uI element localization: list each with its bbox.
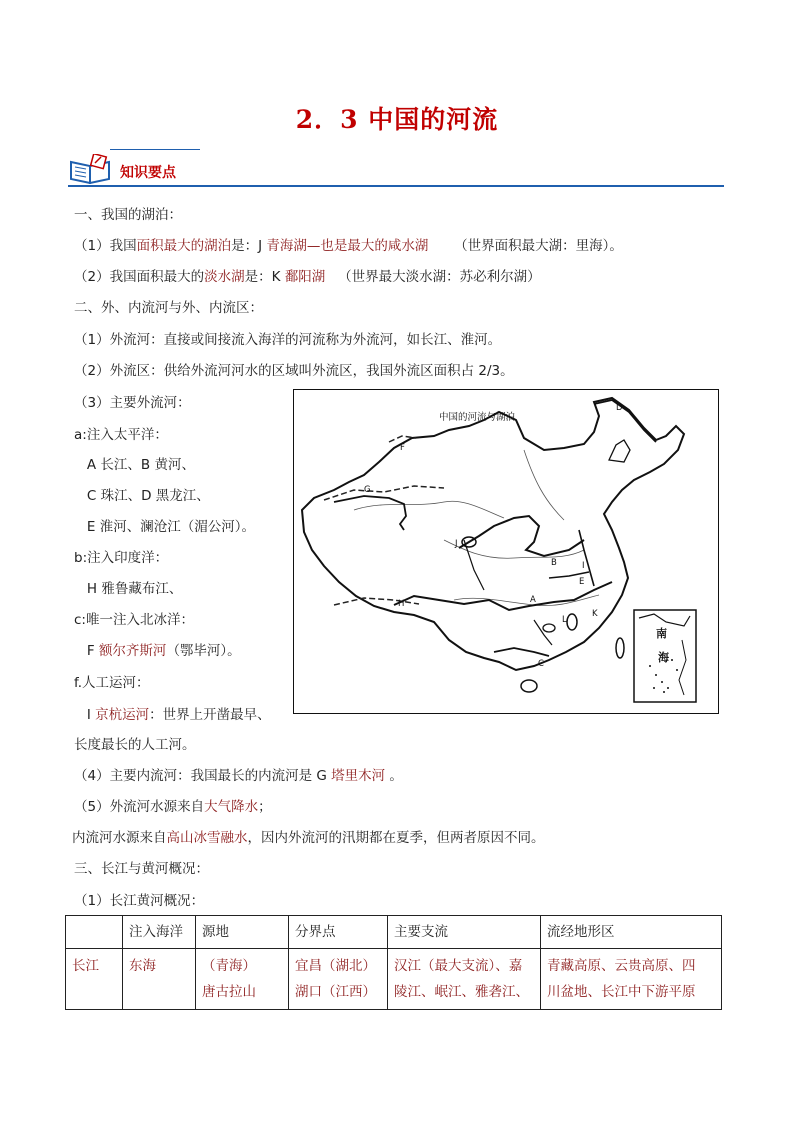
line-text: E 淮河、澜沧江（湄公河）。 xyxy=(74,519,255,535)
highlight-text: 鄱阳湖 xyxy=(284,269,326,285)
text-line xyxy=(74,267,541,287)
table-cell: 汉江（最大支流）、嘉 陵江、岷江、雅砻江、 xyxy=(388,949,541,1010)
text-line xyxy=(74,517,255,537)
page-title: 2．3 中国的河流 xyxy=(295,105,499,134)
map-label-g: G xyxy=(364,485,371,495)
line-text: （3）主要外流河： xyxy=(74,395,191,411)
map-label-j: J xyxy=(455,539,458,549)
table-header-cell: 流经地形区 xyxy=(541,916,722,949)
table-cell: 青藏高原、云贵高原、四 川盆地、长江中下游平原 xyxy=(541,949,722,1010)
line-text: （4）主要内流河：我国最长的内流河是 G xyxy=(74,768,332,784)
table-header-cell: 源地 xyxy=(196,916,289,949)
river-summary-table xyxy=(65,915,722,1010)
line-text: 一、我国的湖泊： xyxy=(74,207,182,223)
table-header-cell: 注入海洋 xyxy=(123,916,196,949)
map-label-a: A xyxy=(530,595,536,605)
text-line xyxy=(74,425,168,445)
map-label-i: I xyxy=(582,561,585,571)
highlight-text: 额尔齐斯河 xyxy=(98,643,167,659)
highlight-text: 高山冰雪融水 xyxy=(166,830,248,846)
text-line xyxy=(74,236,623,256)
table-header-row xyxy=(66,916,722,949)
line-text: H 雅鲁藏布江、 xyxy=(74,581,183,597)
line-text: （1）外流河：直接或间接流入海洋的河流称为外流河，如长江、淮河。 xyxy=(74,332,502,348)
header-bottom-rule xyxy=(68,185,724,187)
line-text: （5）外流河水源来自 xyxy=(74,799,205,815)
text-line xyxy=(74,673,150,693)
line-text: c:唯一注入北冰洋： xyxy=(74,612,194,628)
map-graphic xyxy=(294,390,718,713)
highlight-text: 京杭运河 xyxy=(95,707,150,723)
text-line xyxy=(74,859,209,879)
map-label-l: L xyxy=(562,615,567,625)
map-title: 中国的河流与湖泊 xyxy=(439,412,516,423)
text-line xyxy=(74,361,514,381)
line-text: 。 xyxy=(385,768,403,784)
text-line xyxy=(74,486,210,506)
line-text: I xyxy=(74,707,96,723)
table-header-cell xyxy=(66,916,123,949)
line-text: 是：J xyxy=(231,238,267,254)
line-text: （1）长江黄河概况： xyxy=(74,893,205,909)
text-line xyxy=(74,766,403,786)
table-cell: 宜昌（湖北） 湖口（江西） xyxy=(289,949,388,1010)
map-label-c: C xyxy=(538,659,544,669)
table-header-cell: 分界点 xyxy=(289,916,388,949)
line-text: （2）我国面积最大的 xyxy=(74,269,205,285)
line-text: 长度最长的人工河。 xyxy=(74,737,196,753)
line-text: f.人工运河： xyxy=(74,675,150,691)
map-label-d: D xyxy=(616,403,623,413)
text-line xyxy=(74,891,204,911)
map-label-e: E xyxy=(579,577,585,587)
text-line xyxy=(74,205,182,225)
line-text: F xyxy=(74,643,99,659)
text-line xyxy=(74,548,168,568)
map-label-f: F xyxy=(400,443,405,453)
text-line xyxy=(74,393,191,413)
text-line xyxy=(74,330,501,350)
table-header-cell: 主要支流 xyxy=(388,916,541,949)
line-text: 二、外、内流河与外、内流区： xyxy=(74,300,263,316)
text-line xyxy=(72,828,545,848)
text-line xyxy=(74,610,194,630)
map-label-b: B xyxy=(551,558,557,568)
map-label-k: K xyxy=(592,609,598,619)
line-text: 三、长江与黄河概况： xyxy=(74,861,209,877)
line-text: a:注入太平洋： xyxy=(74,427,168,443)
line-text: A 长江、B 黄河、 xyxy=(74,457,195,473)
table-cell: （青海） 唐古拉山 xyxy=(196,949,289,1010)
section-label: 知识要点 xyxy=(120,165,176,181)
table-row xyxy=(66,949,722,1010)
map-label-h: H xyxy=(398,599,405,609)
highlight-text: 面积最大的湖泊 xyxy=(136,238,232,254)
china-outline xyxy=(302,398,684,670)
line-text: ：世界上开凿最早、 xyxy=(149,707,271,723)
text-line xyxy=(74,705,271,725)
highlight-text: 大气降水 xyxy=(204,799,259,815)
text-line xyxy=(74,735,196,755)
line-text: （世界最大淡水湖：苏必利尔湖） xyxy=(325,269,541,285)
book-icon xyxy=(68,154,114,184)
table-cell: 长江 xyxy=(66,949,123,1010)
line-text: C 珠江、D 黑龙江、 xyxy=(74,488,210,504)
line-text: （1）我国 xyxy=(74,238,137,254)
line-text: 是：K xyxy=(244,269,285,285)
inset-label-2: 海 xyxy=(658,651,669,664)
section-header xyxy=(68,148,724,188)
header-top-rule xyxy=(110,149,200,150)
table-cell: 东海 xyxy=(123,949,196,1010)
inset-label-1: 南 xyxy=(656,627,667,640)
line-text: 内流河水源来自 xyxy=(72,830,167,846)
text-line xyxy=(74,797,272,817)
line-text: b:注入印度洋： xyxy=(74,550,169,566)
highlight-text: 淡水湖 xyxy=(204,269,245,285)
line-text: （2）外流区：供给外流河河水的区域叫外流区，我国外流区面积占 2/3。 xyxy=(74,363,514,379)
text-line xyxy=(74,579,182,599)
text-line xyxy=(74,298,263,318)
line-text: ； xyxy=(258,799,272,815)
china-river-map xyxy=(293,389,719,714)
line-text: （鄂毕河）。 xyxy=(166,643,241,659)
line-text: ，因内外流河的汛期都在夏季，但两者原因不同。 xyxy=(247,830,545,846)
highlight-text: 塔里木河 xyxy=(331,768,386,784)
text-line xyxy=(74,641,241,661)
text-line xyxy=(74,455,195,475)
line-text: （世界面积最大湖：里海）。 xyxy=(428,238,623,254)
highlight-text: 青海湖—也是最大的咸水湖 xyxy=(266,238,429,254)
